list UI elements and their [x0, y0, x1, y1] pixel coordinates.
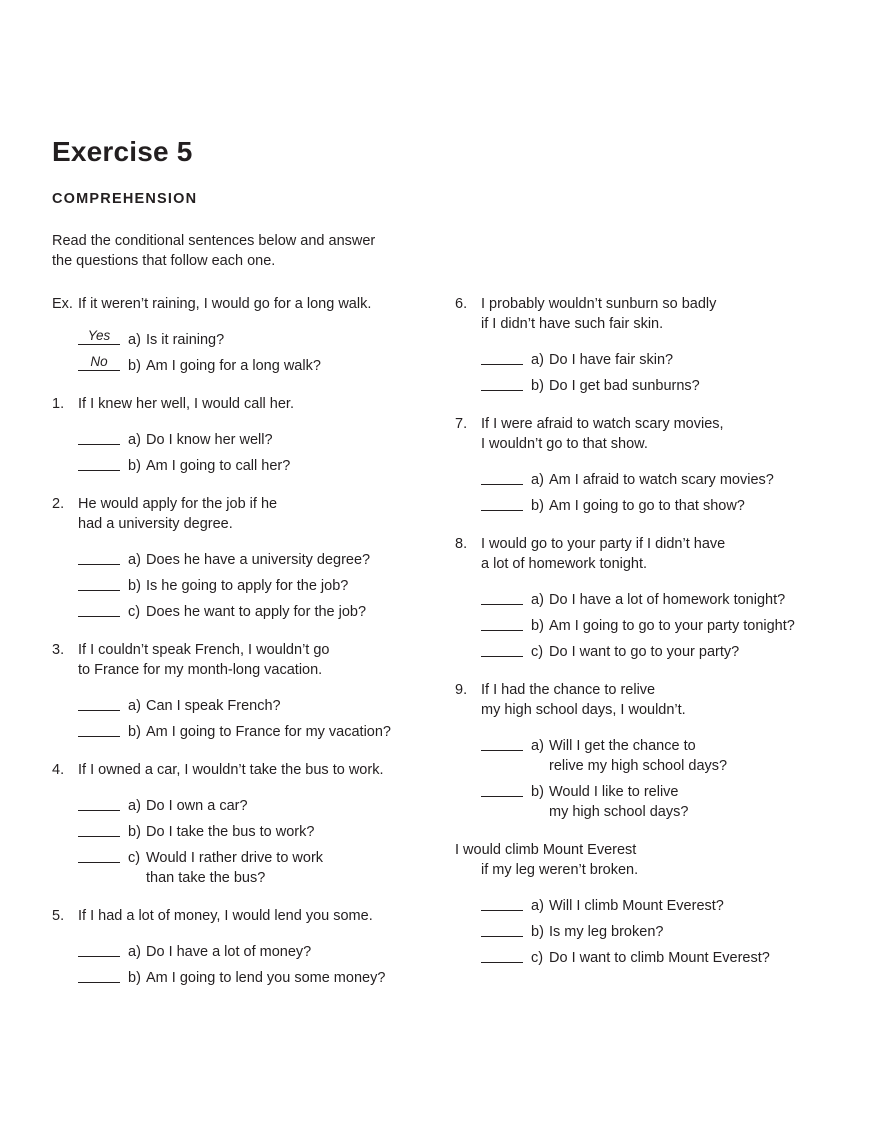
answer-list: [52, 796, 432, 888]
question-item: [52, 760, 432, 888]
answer-row: [481, 350, 855, 370]
answer-row: [481, 496, 855, 516]
answer-question: [146, 796, 432, 816]
question-item: [455, 680, 855, 822]
answer-blank[interactable]: [78, 600, 120, 617]
answer-row: [78, 968, 432, 988]
section-subtitle: COMPREHENSION: [52, 191, 198, 207]
question-line: Do I have a lot of money?: [146, 944, 312, 960]
answer-blank[interactable]: [78, 846, 120, 863]
conditional-sentence: [455, 840, 855, 880]
answer-row: [78, 696, 432, 716]
answer-blank[interactable]: [78, 794, 120, 811]
item-number: 1.: [52, 396, 65, 412]
answer-question: [146, 576, 432, 596]
answer-blank[interactable]: [481, 946, 523, 963]
answer-letter: c): [128, 604, 141, 620]
answer-question: [549, 350, 855, 370]
answer-question: [146, 942, 432, 962]
conditional-sentence: [78, 906, 432, 926]
sentence-line: If I couldn’t speak French, I wouldn’t go: [78, 642, 330, 658]
answer-letter: c): [128, 850, 141, 866]
sentence-line: a lot of homework tonight.: [481, 556, 648, 572]
answer-question: [146, 430, 432, 450]
conditional-sentence: [78, 494, 432, 534]
question-item: [52, 640, 432, 742]
answer-question: [549, 616, 855, 636]
sentence-line: had a university degree.: [78, 516, 233, 532]
question-line: Will I get the chance to: [549, 738, 696, 754]
sentence-line: I would go to your party if I didn’t have: [481, 536, 726, 552]
answer-row: [78, 356, 432, 376]
answer-blank[interactable]: [481, 374, 523, 391]
answer-row: [481, 590, 855, 610]
answer-question: [146, 456, 432, 476]
answer-letter: b): [128, 970, 141, 986]
item-number: 5.: [52, 908, 65, 924]
answer-letter: b): [531, 618, 544, 634]
answer-question: [146, 696, 432, 716]
instructions: Read the conditional sentences below and answer the questions that follow each one.: [52, 233, 376, 269]
question-line: Would I rather drive to work: [146, 850, 324, 866]
answer-blank[interactable]: [78, 720, 120, 737]
answer-blank[interactable]: [481, 780, 523, 797]
item-number: 4.: [52, 762, 65, 778]
answer-blank[interactable]: [78, 966, 120, 983]
answer-row: [481, 642, 855, 662]
answer-row: [78, 722, 432, 742]
question-item: [52, 906, 432, 988]
sentence-line: my high school days, I wouldn’t.: [481, 702, 686, 718]
answer-row: [481, 376, 855, 396]
question-item: [52, 394, 432, 476]
conditional-sentence: [481, 534, 855, 574]
answer-letter: b): [531, 924, 544, 940]
example-item: [52, 294, 432, 376]
answer-list: [52, 550, 432, 622]
conditional-sentence: [481, 414, 855, 454]
question-line: Am I going to France for my vacation?: [146, 724, 391, 740]
answer-question: [549, 782, 855, 822]
answer-blank[interactable]: [481, 614, 523, 631]
answer-question: [549, 922, 855, 942]
answer-blank[interactable]: [481, 920, 523, 937]
answer-question: [146, 822, 432, 842]
answer-question: [549, 948, 855, 968]
answer-row: [78, 942, 432, 962]
question-line: Does he have a university degree?: [146, 552, 371, 568]
answer-letter: a): [531, 898, 544, 914]
question-line: Am I going to go to your party tonight?: [549, 618, 795, 634]
question-item: [455, 414, 855, 516]
sentence-line: If I had a lot of money, I would lend you some.: [78, 908, 373, 924]
answer-blank[interactable]: [78, 694, 120, 711]
answer-question: [549, 642, 855, 662]
answer-blank[interactable]: [481, 894, 523, 911]
sentence-line: If I owned a car, I wouldn’t take the bus to work.: [78, 762, 384, 778]
item-number: 7.: [455, 416, 468, 432]
item-number: 2.: [52, 496, 65, 512]
answer-row: [481, 948, 855, 968]
answer-row: [481, 470, 855, 490]
answer-question: [146, 550, 432, 570]
answer-letter: b): [128, 458, 141, 474]
answer-blank[interactable]: [78, 940, 120, 957]
answer-blank[interactable]: [78, 548, 120, 565]
answer-letter: a): [128, 432, 141, 448]
answer-row: [78, 456, 432, 476]
answer-question: [549, 470, 855, 490]
answer-row: [78, 576, 432, 596]
answer-question: [549, 590, 855, 610]
question-line: Can I speak French?: [146, 698, 281, 714]
item-number: 9.: [455, 682, 468, 698]
answer-letter: a): [128, 698, 141, 714]
question-item: [455, 294, 855, 396]
answer-list: [455, 590, 855, 662]
question-line: Is my leg broken?: [549, 924, 664, 940]
answer-letter: b): [128, 358, 141, 374]
answer-letter: a): [128, 798, 141, 814]
answer-row: [78, 822, 432, 842]
answer-letter: b): [531, 378, 544, 394]
answer-letter: b): [531, 784, 544, 800]
question-item: [455, 840, 855, 968]
answer-row: [78, 330, 432, 350]
answer-row: [481, 736, 855, 776]
answer-row: [78, 602, 432, 622]
question-line: Does he want to apply for the job?: [146, 604, 367, 620]
answer-letter: a): [128, 944, 141, 960]
answer-blank[interactable]: Yes: [78, 328, 120, 345]
question-line: Do I want to climb Mount Everest?: [549, 950, 770, 966]
answer-letter: a): [531, 592, 544, 608]
answer-question: [549, 496, 855, 516]
question-line: Do I get bad sunburns?: [549, 378, 700, 394]
right-column: [455, 294, 855, 968]
sentence-line: to France for my month-long vacation.: [78, 662, 323, 678]
answer-row: [481, 922, 855, 942]
question-line: relive my high school days?: [549, 758, 728, 774]
answer-blank[interactable]: [481, 494, 523, 511]
answer-question: [549, 896, 855, 916]
answer-row: [78, 430, 432, 450]
answer-row: [481, 782, 855, 822]
answer-letter: c): [531, 950, 544, 966]
item-number: 6.: [455, 296, 468, 312]
question-line: my high school days?: [549, 804, 689, 820]
item-number: 3.: [52, 642, 65, 658]
answer-blank[interactable]: [481, 734, 523, 751]
answer-list: [52, 430, 432, 476]
sentence-line: I wouldn’t go to that show.: [481, 436, 648, 452]
answer-letter: a): [531, 738, 544, 754]
sentence-line: if my leg weren’t broken.: [481, 862, 639, 878]
example-sentence: If it weren’t raining, I would go for a long walk.: [78, 296, 372, 312]
answer-row: [78, 848, 432, 888]
answer-blank[interactable]: [78, 454, 120, 471]
answer-letter: b): [531, 498, 544, 514]
conditional-sentence: [78, 640, 432, 680]
answer-blank[interactable]: [78, 574, 120, 591]
answer-letter: b): [128, 724, 141, 740]
answer-letter: a): [128, 552, 141, 568]
answer-blank[interactable]: [481, 640, 523, 657]
answer-list: [455, 350, 855, 396]
answer-question: Am I going for a long walk?: [146, 358, 321, 374]
answer-blank[interactable]: [78, 428, 120, 445]
sentence-line: If I had the chance to relive: [481, 682, 656, 698]
left-column: [52, 294, 432, 988]
conditional-sentence: [78, 760, 432, 780]
answer-list: [52, 942, 432, 988]
answer-question: [549, 736, 855, 776]
sentence-line: I would climb Mount Everest: [455, 842, 637, 858]
question-item: [52, 494, 432, 622]
question-item: [455, 534, 855, 662]
example-answers: [52, 330, 432, 376]
answer-question: [146, 602, 432, 622]
answer-list: [455, 470, 855, 516]
answer-letter: c): [531, 644, 544, 660]
answer-row: [481, 616, 855, 636]
question-line: Would I like to relive: [549, 784, 679, 800]
question-line: Do I have fair skin?: [549, 352, 674, 368]
question-line: Will I climb Mount Everest?: [549, 898, 724, 914]
answer-question: [146, 968, 432, 988]
question-line: Do I take the bus to work?: [146, 824, 315, 840]
question-line: Do I want to go to your party?: [549, 644, 740, 660]
sentence-line: He would apply for the job if he: [78, 496, 278, 512]
page-title: Exercise 5: [52, 136, 193, 167]
answer-row: [481, 896, 855, 916]
conditional-sentence: [481, 294, 855, 334]
item-number: Ex.: [52, 296, 73, 312]
answer-blank[interactable]: [481, 588, 523, 605]
answer-list: [455, 896, 855, 968]
question-line: Do I have a lot of homework tonight?: [549, 592, 786, 608]
question-line: than take the bus?: [146, 870, 266, 886]
answer-blank[interactable]: [481, 348, 523, 365]
answer-question: [549, 376, 855, 396]
answer-blank[interactable]: No: [78, 354, 120, 371]
answer-row: [78, 550, 432, 570]
answer-blank[interactable]: [78, 820, 120, 837]
answer-question: Is it raining?: [146, 332, 225, 348]
answer-question: [146, 722, 432, 742]
question-line: Do I know her well?: [146, 432, 273, 448]
answer-letter: b): [128, 824, 141, 840]
answer-list: [455, 736, 855, 822]
answer-row: [78, 796, 432, 816]
sentence-line: I probably wouldn’t sunburn so badly: [481, 296, 717, 312]
question-line: Am I going to call her?: [146, 458, 291, 474]
item-number: 8.: [455, 536, 468, 552]
sentence-line: If I knew her well, I would call her.: [78, 396, 294, 412]
question-line: Am I going to go to that show?: [549, 498, 745, 514]
question-line: Am I afraid to watch scary movies?: [549, 472, 774, 488]
conditional-sentence: [481, 680, 855, 720]
sentence-line: If I were afraid to watch scary movies,: [481, 416, 724, 432]
question-line: Am I going to lend you some money?: [146, 970, 386, 986]
sentence-line: if I didn’t have such fair skin.: [481, 316, 664, 332]
question-line: Is he going to apply for the job?: [146, 578, 349, 594]
answer-letter: b): [128, 578, 141, 594]
answer-question: [146, 848, 432, 888]
question-line: Do I own a car?: [146, 798, 248, 814]
answer-list: [52, 696, 432, 742]
answer-letter: a): [128, 332, 141, 348]
answer-letter: a): [531, 472, 544, 488]
answer-blank[interactable]: [481, 468, 523, 485]
answer-letter: a): [531, 352, 544, 368]
conditional-sentence: [78, 394, 432, 414]
